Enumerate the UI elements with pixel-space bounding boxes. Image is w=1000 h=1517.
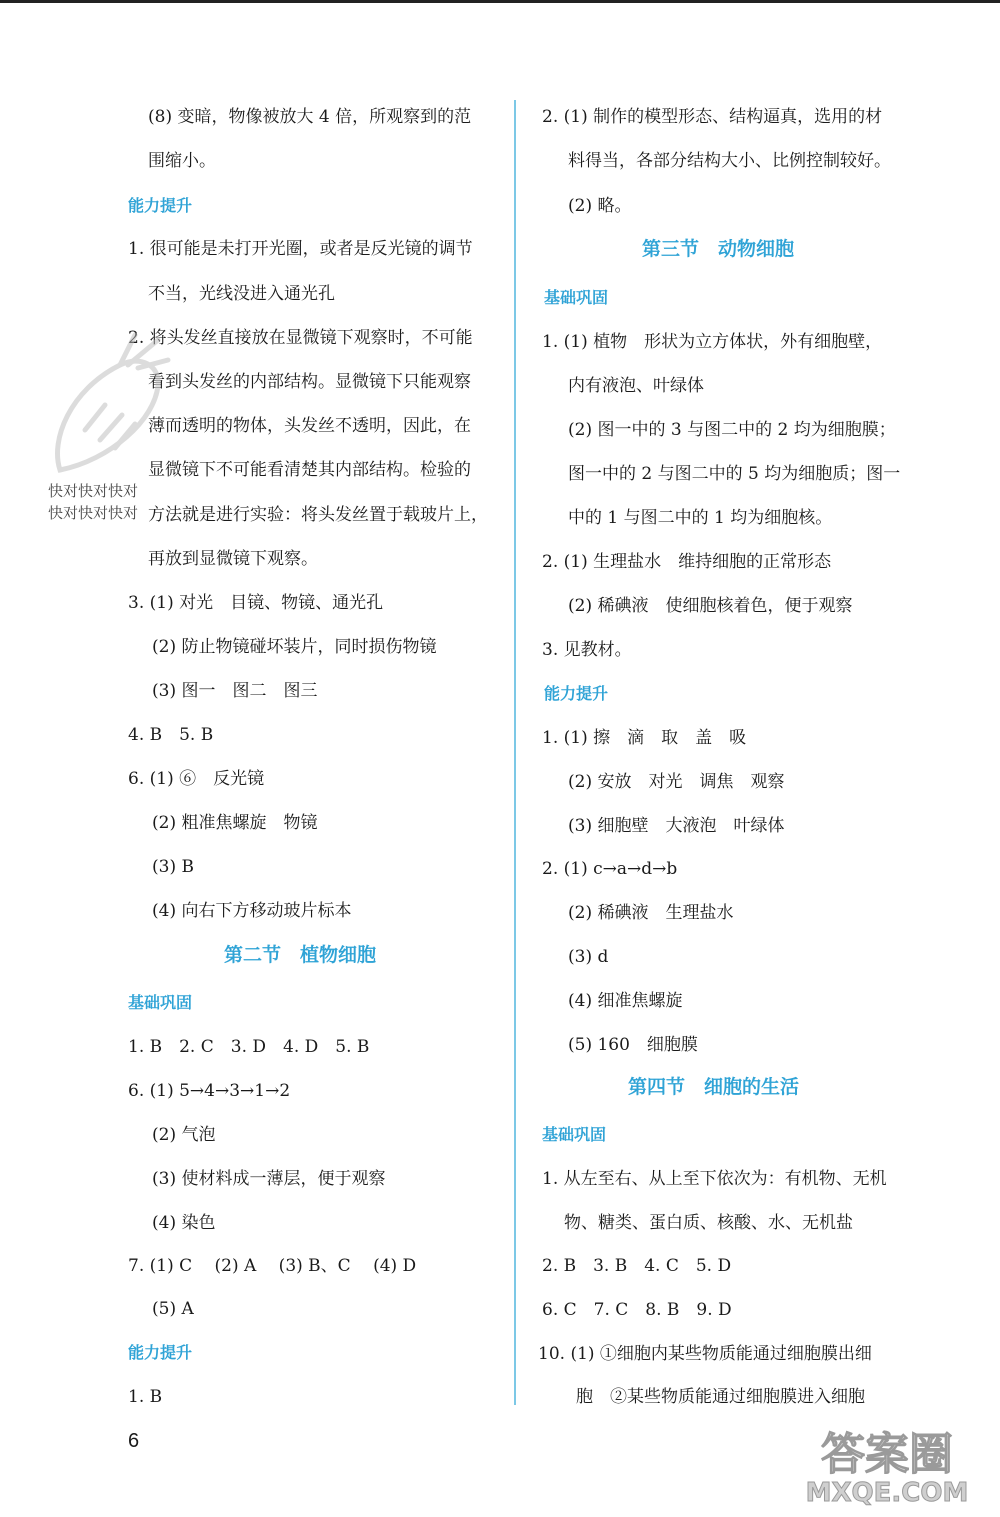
text-line: 料得当，各部分结构大小、比例控制较好。 — [568, 151, 891, 171]
text-line: 内有液泡、叶绿体 — [568, 376, 704, 396]
watermark-text: 快对快对快对 — [48, 504, 139, 522]
logo-main-text: 答案圈 — [821, 1429, 953, 1480]
text-line: (4) 向右下方移动玻片标本 — [152, 901, 352, 921]
text-line: 6. (1) 5→4→3→1→2 — [128, 1081, 291, 1101]
text-line: 10. (1) ①细胞内某些物质能通过细胞膜出细 — [538, 1344, 872, 1364]
text-line: 1. 从左至右、从上至下依次为：有机物、无机 — [542, 1169, 887, 1189]
subheading: 基础巩固 — [544, 288, 609, 307]
text-line: 2. (1) 生理盐水 维持细胞的正常形态 — [542, 552, 832, 572]
text-line: (2) 安放 对光 调焦 观察 — [568, 772, 785, 792]
text-line: (2) 防止物镜碰坏装片，同时损伤物镜 — [152, 637, 437, 657]
text-line: (2) 图一中的 3 与图二中的 2 均为细胞膜； — [568, 420, 896, 440]
text-line: 1. 很可能是未打开光圈，或者是反光镜的调节 — [128, 239, 473, 259]
text-line: (5) A — [152, 1299, 194, 1319]
text-line: 再放到显微镜下观察。 — [148, 549, 318, 569]
text-line: (4) 细准焦螺旋 — [568, 991, 683, 1011]
subheading: 能力提升 — [544, 684, 609, 703]
text-line: 2. (1) 制作的模型形态、结构逼真，选用的材 — [542, 107, 883, 127]
text-line: 6. (1) ⑥ 反光镜 — [128, 769, 265, 789]
subheading: 基础巩固 — [128, 993, 193, 1012]
text-line: 3. (1) 对光 目镜、物镜、通光孔 — [128, 593, 384, 613]
carrot-watermark-icon — [40, 320, 190, 490]
text-line: (2) 稀碘液 生理盐水 — [568, 903, 734, 923]
text-line: (3) B — [152, 857, 194, 877]
text-line: (2) 粗准焦螺旋 物镜 — [152, 813, 318, 833]
text-line: 看到头发丝的内部结构。显微镜下只能观察 — [148, 372, 471, 392]
text-line: 显微镜下不可能看清楚其内部结构。检验的 — [148, 460, 471, 480]
text-line: (2) 略。 — [568, 196, 632, 216]
text-line: 中的 1 与图二中的 1 均为细胞核。 — [568, 508, 833, 528]
text-line: 物、糖类、蛋白质、核酸、水、无机盐 — [564, 1213, 853, 1233]
text-line: 7. (1) C (2) A (3) B、C (4) D — [128, 1256, 417, 1276]
text-line: 薄而透明的物体，头发丝不透明，因此，在 — [148, 416, 471, 436]
text-line: 2. B 3. B 4. C 5. D — [542, 1256, 732, 1276]
page-top-border — [0, 0, 1000, 3]
text-line: (4) 染色 — [152, 1213, 216, 1233]
text-line: (8) 变暗，物像被放大 4 倍，所观察到的范 — [148, 107, 472, 127]
subheading: 能力提升 — [128, 196, 193, 215]
text-line: 1. (1) 擦 滴 取 盖 吸 — [542, 728, 747, 748]
text-line: 胞 ②某些物质能通过细胞膜进入细胞 — [576, 1387, 865, 1407]
section-title: 第三节 动物细胞 — [642, 238, 795, 260]
text-line: (5) 160 细胞膜 — [568, 1035, 698, 1055]
site-logo — [792, 1411, 982, 1507]
text-line: 围缩小。 — [148, 151, 216, 171]
text-line: 2. 将头发丝直接放在显微镜下观察时，不可能 — [128, 328, 473, 348]
section-title: 第四节 细胞的生活 — [628, 1076, 800, 1098]
text-line: 图一中的 2 与图二中的 5 均为细胞质；图一 — [568, 464, 901, 484]
subheading: 能力提升 — [128, 1343, 193, 1362]
text-line: 1. B — [128, 1387, 163, 1407]
text-line: 2. (1) c→a→d→b — [542, 859, 678, 879]
text-line: 方法就是进行实验：将头发丝置于载玻片上， — [148, 505, 488, 525]
text-line: (3) d — [568, 947, 609, 967]
logo-url-text: MXQE.COM — [805, 1478, 969, 1507]
text-line: (3) 细胞壁 大液泡 叶绿体 — [568, 816, 785, 836]
text-line: 不当，光线没进入通光孔 — [148, 284, 335, 304]
text-line: (3) 使材料成一薄层，便于观察 — [152, 1169, 386, 1189]
text-line: 1. (1) 植物 形状为立方体状，外有细胞壁， — [542, 332, 883, 352]
page-number: 6 — [128, 1430, 140, 1452]
text-line: (2) 气泡 — [152, 1125, 216, 1145]
column-divider — [514, 100, 516, 1405]
text-line: 1. B 2. C 3. D 4. D 5. B — [128, 1037, 370, 1057]
text-line: (2) 稀碘液 使细胞核着色，便于观察 — [568, 596, 853, 616]
subheading: 基础巩固 — [542, 1125, 607, 1144]
text-line: 3. 见教材。 — [542, 640, 632, 660]
text-line: 4. B 5. B — [128, 725, 214, 745]
text-line: (3) 图一 图二 图三 — [152, 681, 318, 701]
watermark-text: 快对快对快对 — [48, 482, 139, 500]
text-line: 6. C 7. C 8. B 9. D — [542, 1300, 732, 1320]
section-title: 第二节 植物细胞 — [224, 944, 377, 966]
